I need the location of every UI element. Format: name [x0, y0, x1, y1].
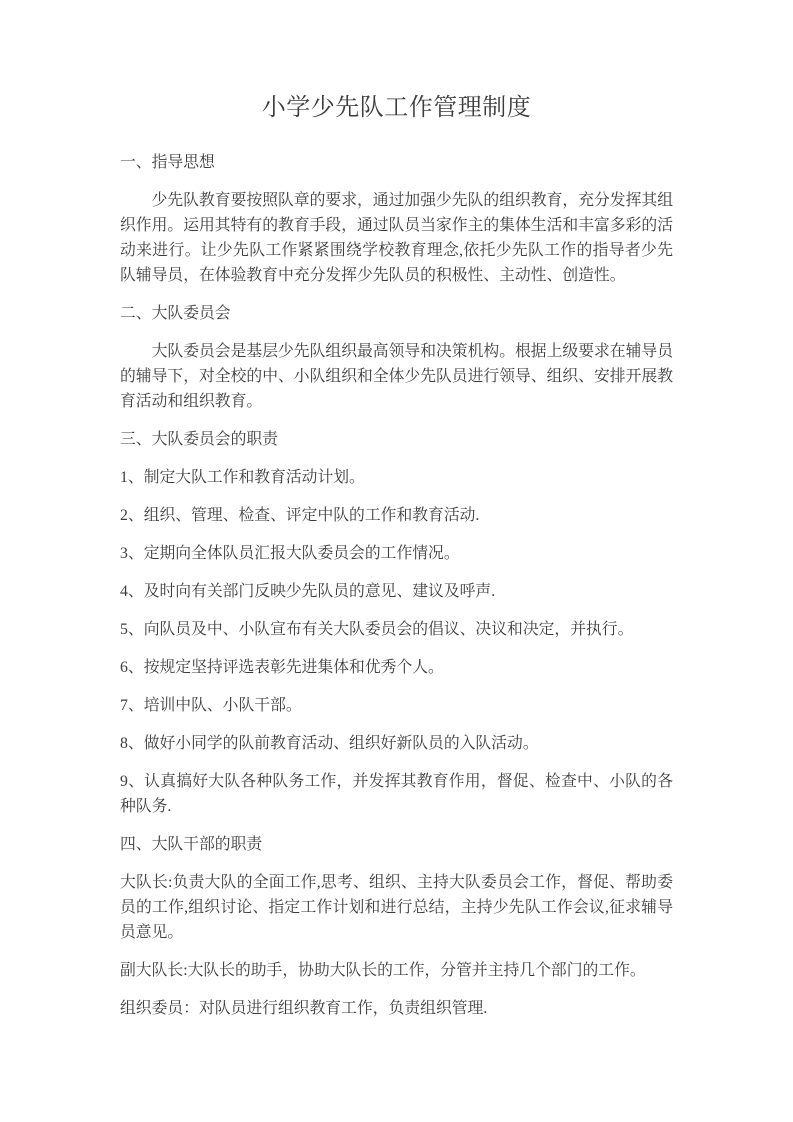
section-heading-brigade-committee: 二、大队委员会: [120, 305, 231, 322]
section-heading-committee-duties: 三、大队委员会的职责: [120, 431, 278, 448]
list-item-5: 5、向队员及中、小队宣布有关大队委员会的倡议、决议和决定，并执行。: [120, 621, 634, 638]
paragraph-guiding-ideology: 少先队教育要按照队章的要求，通过加强少先队的组织教育，充分发挥其组织作用。运用其特有的教育手段，通过队员当家作主的集体生活和丰富多彩的活动来进行。让少先队工作紧紧围绕学校教育理念,依托少先队工作的指导者少先队辅导员，在体验教育中充分发挥少先队员的积极性、主动性、创造性。: [120, 192, 673, 284]
paragraph-organization-committee-member: 组织委员：对队员进行组织教育工作，负责组织管理.: [120, 1000, 488, 1017]
document-title: 小学少先队工作管理制度: [261, 95, 532, 121]
section-heading-cadre-duties: 四、大队干部的职责: [120, 836, 263, 853]
paragraph-deputy-brigade-leader: 副大队长:大队长的助手，协助大队长的工作，分管并主持几个部门的工作。: [120, 962, 646, 979]
paragraph-brigade-leader: 大队长:负责大队的全面工作,思考、组织、主持大队委员会工作，督促、帮助委员的工作,组织讨论、指定工作计划和进行总结，主持少先队工作会议,征求辅导员意见。: [120, 874, 673, 941]
list-item-2: 2、组织、管理、检查、评定中队的工作和教育活动.: [120, 507, 480, 524]
paragraph-brigade-committee: 大队委员会是基层少先队组织最高领导和决策机构。根据上级要求在辅导员的辅导下，对全校的中、小队组织和全体少先队员进行领导、组织、安排开展教育活动和组织教育。: [120, 343, 673, 410]
list-item-1: 1、制定大队工作和教育活动计划。: [120, 469, 365, 486]
list-item-6: 6、按规定坚持评选表彰先进集体和优秀个人。: [120, 659, 444, 676]
list-item-3: 3、定期向全体队员汇报大队委员会的工作情况。: [120, 545, 460, 562]
list-item-9: 9、认真搞好大队各种队务工作，并发挥其教育作用，督促、检查中、小队的各种队务.: [120, 773, 673, 815]
list-item-8: 8、做好小同学的队前教育活动、组织好新队员的入队活动。: [120, 735, 539, 752]
list-item-4: 4、及时向有关部门反映少先队员的意见、建议及呼声.: [120, 583, 496, 600]
section-heading-guiding-ideology: 一、指导思想: [120, 154, 215, 171]
list-item-7: 7、培训中队、小队干部。: [120, 697, 302, 714]
